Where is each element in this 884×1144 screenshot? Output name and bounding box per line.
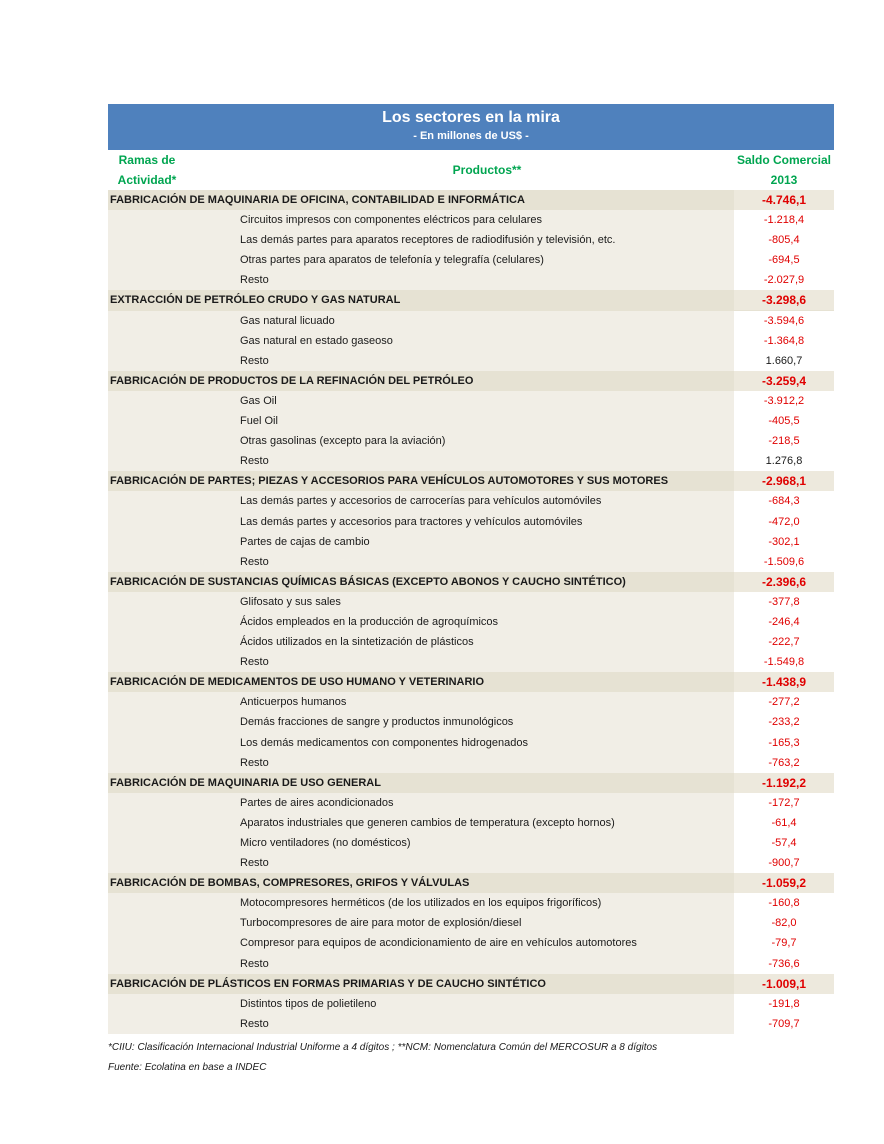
sector-name: FABRICACIÓN DE PRODUCTOS DE LA REFINACIÓN DEL PETRÓLEO bbox=[110, 374, 474, 387]
product-value: -405,5 bbox=[734, 411, 834, 431]
product-row bbox=[108, 1014, 834, 1034]
sector-value: -1.192,2 bbox=[734, 773, 834, 793]
product-value: -57,4 bbox=[734, 833, 834, 853]
product-row bbox=[108, 351, 834, 371]
product-name: Resto bbox=[240, 756, 269, 769]
sector-row bbox=[108, 371, 834, 391]
product-row bbox=[108, 431, 834, 451]
product-value: -246,4 bbox=[734, 612, 834, 632]
header-productos: Productos** bbox=[452, 163, 522, 177]
sector-row bbox=[108, 873, 834, 893]
product-value: -1.218,4 bbox=[734, 210, 834, 230]
product-row bbox=[108, 793, 834, 813]
sector-name: FABRICACIÓN DE MAQUINARIA DE OFICINA, CONTABILIDAD E INFORMÁTICA bbox=[110, 194, 525, 206]
product-value: -233,2 bbox=[734, 712, 834, 732]
product-value: -736,6 bbox=[734, 954, 834, 974]
product-row bbox=[108, 311, 834, 331]
product-row bbox=[108, 270, 834, 290]
product-row bbox=[108, 210, 834, 230]
product-name: Los demás medicamentos con componentes hidrogenados bbox=[240, 736, 529, 749]
product-value: -61,4 bbox=[734, 813, 834, 833]
product-value: -277,2 bbox=[734, 692, 834, 712]
product-row bbox=[108, 512, 834, 532]
sector-value: -3.298,6 bbox=[734, 290, 834, 310]
product-row bbox=[108, 652, 834, 672]
product-name: Turbocompresores de aire para motor de explosión/diesel bbox=[240, 917, 522, 930]
product-row bbox=[108, 391, 834, 411]
product-row bbox=[108, 230, 834, 250]
product-value: -218,5 bbox=[734, 431, 834, 451]
product-value: -1.364,8 bbox=[734, 331, 834, 351]
source-note: Fuente: Ecolatina en base a INDEC bbox=[108, 1062, 267, 1073]
product-value: -1.549,8 bbox=[734, 652, 834, 672]
sector-value: -1.059,2 bbox=[734, 873, 834, 893]
sector-name: FABRICACIÓN DE BOMBAS, COMPRESORES, GRIFOS Y VÁLVULAS bbox=[110, 877, 470, 890]
sector-row bbox=[108, 471, 834, 491]
product-name: Partes de cajas de cambio bbox=[240, 535, 370, 548]
sector-name: EXTRACCIÓN DE PETRÓLEO CRUDO Y GAS NATURAL bbox=[110, 294, 401, 307]
sector-value: -3.259,4 bbox=[734, 371, 834, 391]
product-value: -172,7 bbox=[734, 793, 834, 813]
column-headers bbox=[108, 150, 834, 190]
product-value: -79,7 bbox=[734, 933, 834, 953]
product-value: -191,8 bbox=[734, 994, 834, 1014]
product-value: -377,8 bbox=[734, 592, 834, 612]
product-value: -165,3 bbox=[734, 733, 834, 753]
sector-row bbox=[108, 190, 834, 210]
header-ramas: Ramas de Actividad* bbox=[117, 153, 177, 187]
product-name: Resto bbox=[240, 455, 269, 468]
table-subtitle: - En millones de US$ - bbox=[413, 130, 529, 142]
product-name: Resto bbox=[240, 957, 269, 970]
product-name: Resto bbox=[240, 1017, 269, 1030]
product-name: Compresor para equipos de acondicionamiento de aire en vehículos automotores bbox=[240, 937, 637, 950]
product-row bbox=[108, 552, 834, 572]
table-body bbox=[108, 190, 834, 1034]
product-name: Otras gasolinas (excepto para la aviación) bbox=[240, 435, 446, 448]
header-saldo: Saldo Comercial 2013 bbox=[736, 153, 832, 187]
product-row bbox=[108, 933, 834, 953]
product-value: -2.027,9 bbox=[734, 270, 834, 290]
product-row bbox=[108, 692, 834, 712]
product-value: -3.594,6 bbox=[734, 311, 834, 331]
sector-name: FABRICACIÓN DE MAQUINARIA DE USO GENERAL bbox=[110, 776, 381, 789]
product-name: Gas natural en estado gaseoso bbox=[240, 334, 393, 347]
sector-row bbox=[108, 672, 834, 692]
sector-value: -2.968,1 bbox=[734, 471, 834, 491]
product-row bbox=[108, 592, 834, 612]
product-name: Ácidos empleados en la producción de agroquímicos bbox=[240, 615, 499, 628]
sector-value: -2.396,6 bbox=[734, 572, 834, 592]
product-value: -694,5 bbox=[734, 250, 834, 270]
product-name: Partes de aires acondicionados bbox=[240, 796, 394, 809]
product-name: Gas natural licuado bbox=[240, 314, 335, 327]
product-row bbox=[108, 994, 834, 1014]
product-row bbox=[108, 813, 834, 833]
sector-name: FABRICACIÓN DE PARTES; PIEZAS Y ACCESORIOS PARA VEHÍCULOS AUTOMOTORES Y SUS MOTORES bbox=[110, 475, 669, 488]
sector-row bbox=[108, 290, 834, 310]
product-row bbox=[108, 331, 834, 351]
product-value: 1.660,7 bbox=[734, 351, 834, 371]
product-value: -709,7 bbox=[734, 1014, 834, 1034]
product-name: Gas Oil bbox=[240, 394, 277, 407]
product-row bbox=[108, 532, 834, 552]
product-name: Resto bbox=[240, 555, 269, 568]
product-value: -222,7 bbox=[734, 632, 834, 652]
product-name: Distintos tipos de polietileno bbox=[240, 997, 377, 1010]
product-value: -684,3 bbox=[734, 491, 834, 511]
product-value: -900,7 bbox=[734, 853, 834, 873]
table-title: Los sectores en la mira bbox=[382, 109, 560, 126]
sector-row bbox=[108, 974, 834, 994]
product-name: Ácidos utilizados en la sintetización de plásticos bbox=[240, 636, 474, 649]
product-row bbox=[108, 913, 834, 933]
product-row bbox=[108, 250, 834, 270]
product-row bbox=[108, 893, 834, 913]
product-name: Resto bbox=[240, 354, 269, 367]
product-name: Las demás partes y accesorios de carrocerías para vehículos automóviles bbox=[240, 495, 602, 508]
product-row bbox=[108, 733, 834, 753]
product-row bbox=[108, 853, 834, 873]
product-name: Motocompresores herméticos (de los utilizados en los equipos frigoríficos) bbox=[240, 897, 602, 910]
product-name: Otras partes para aparatos de telefonía y telegrafía (celulares) bbox=[240, 254, 544, 267]
product-name: Fuel Oil bbox=[240, 415, 278, 428]
sector-name: FABRICACIÓN DE SUSTANCIAS QUÍMICAS BÁSICAS (EXCEPTO ABONOS Y CAUCHO SINTÉTICO) bbox=[110, 575, 626, 588]
product-name: Glifosato y sus sales bbox=[240, 595, 341, 608]
sector-value: -4.746,1 bbox=[734, 190, 834, 210]
product-row bbox=[108, 411, 834, 431]
product-row bbox=[108, 612, 834, 632]
product-row bbox=[108, 954, 834, 974]
product-value: -302,1 bbox=[734, 532, 834, 552]
product-name: Resto bbox=[240, 656, 269, 669]
product-name: Aparatos industriales que generen cambios de temperatura (excepto hornos) bbox=[240, 816, 615, 829]
product-value: -160,8 bbox=[734, 893, 834, 913]
sector-value: -1.009,1 bbox=[734, 974, 834, 994]
product-value: -82,0 bbox=[734, 913, 834, 933]
product-name: Circuitos impresos con componentes eléctricos para celulares bbox=[240, 214, 543, 227]
product-row bbox=[108, 753, 834, 773]
product-name: Resto bbox=[240, 274, 269, 287]
product-row bbox=[108, 491, 834, 511]
product-row bbox=[108, 451, 834, 471]
sector-name: FABRICACIÓN DE MEDICAMENTOS DE USO HUMANO Y VETERINARIO bbox=[110, 676, 485, 689]
sector-row bbox=[108, 572, 834, 592]
table-notes bbox=[108, 1038, 657, 1078]
footnote: *CIIU: Clasificación Internacional Industrial Uniforme a 4 dígitos ; **NCM: Nomenclatura Común del MERCOSUR a 8 dígitos bbox=[108, 1042, 658, 1053]
sector-row bbox=[108, 773, 834, 793]
product-value: -472,0 bbox=[734, 512, 834, 532]
product-value: -805,4 bbox=[734, 230, 834, 250]
product-name: Anticuerpos humanos bbox=[240, 696, 347, 709]
product-name: Las demás partes y accesorios para tractores y vehículos automóviles bbox=[240, 515, 583, 528]
product-value: -3.912,2 bbox=[734, 391, 834, 411]
sector-value: -1.438,9 bbox=[734, 672, 834, 692]
product-name: Resto bbox=[240, 857, 269, 870]
product-row bbox=[108, 833, 834, 853]
product-name: Micro ventiladores (no domésticos) bbox=[240, 837, 411, 849]
product-value: -763,2 bbox=[734, 753, 834, 773]
product-name: Las demás partes para aparatos receptores de radiodifusión y televisión, etc. bbox=[240, 234, 616, 247]
product-row bbox=[108, 712, 834, 732]
trade-balance-table bbox=[108, 104, 834, 1034]
sector-name: FABRICACIÓN DE PLÁSTICOS EN FORMAS PRIMARIAS Y DE CAUCHO SINTÉTICO bbox=[110, 977, 546, 990]
product-row bbox=[108, 632, 834, 652]
product-value: 1.276,8 bbox=[734, 451, 834, 471]
table-title-bar bbox=[108, 104, 834, 150]
product-name: Demás fracciones de sangre y productos inmunológicos bbox=[240, 716, 514, 729]
product-value: -1.509,6 bbox=[734, 552, 834, 572]
